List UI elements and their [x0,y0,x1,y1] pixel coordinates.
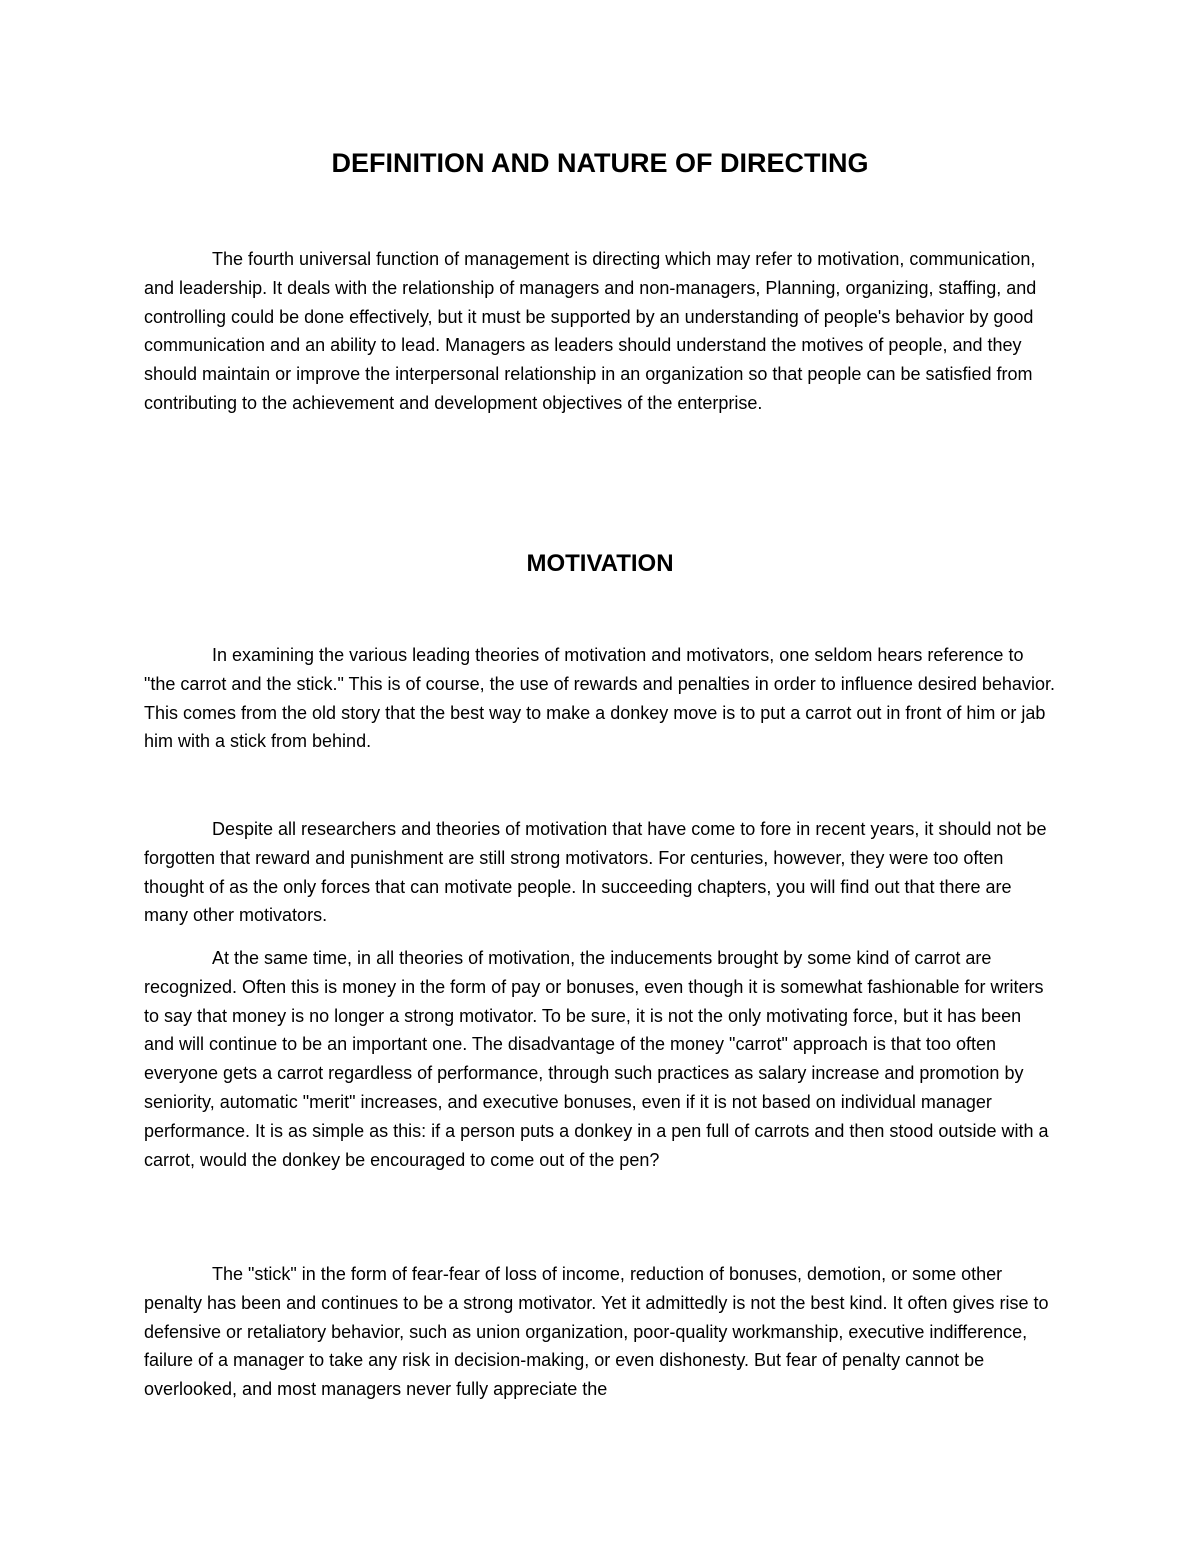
intro-paragraph: The fourth universal function of management is directing which may refer to motivation, communication, and leadership. It deals with the relationship of managers and non-managers, Planning, organizing, staffing, and controlling could be done effectively, but it must be supported by an understanding of people's behavior by good communication and an ability to lead. Managers as leaders should understand the motives of people, and they should maintain or improve the interpersonal relationship in an organization so that people can be satisfied from contributing to the achievement and development objectives of the enterprise. [144,249,1037,413]
motivation-paragraph: The "stick" in the form of fear-fear of loss of income, reduction of bonuses, demotion, or some other penalty has been and continues to be a strong motivator. Yet it admittedly is not the best kind. It often gives rise to defensive or retaliatory behavior, such as union organization, poor-quality workmanship, executive indifference, failure of a manager to take any risk in decision-making, or even dishonesty. But fear of penalty cannot be overlooked, and most managers never fully appreciate the [144,1264,1049,1400]
document-title: DEFINITION AND NATURE OF DIRECTING [331,148,869,178]
motivation-paragraph: At the same time, in all theories of motivation, the inducements brought by some kind of carrot are recognized. Often this is money in the form of pay or bonuses, even though it is somewhat fashionable for writers to say that money is no longer a strong motivator. To be sure, it is not the only motivating force, but it has been and will continue to be an important one. The disadvantage of the money "carrot" approach is that too often everyone gets a carrot regardless of performance, through such practices as salary increase and promotion by seniority, automatic "merit" increases, and executive bonuses, even if it is not based on individual manager performance. It is as simple as this: if a person puts a donkey in a pen full of carrots and then stood outside with a carrot, would the donkey be encouraged to come out of the pen? [144,948,1049,1170]
motivation-paragraph: Despite all researchers and theories of motivation that have come to fore in recent years, it should not be forgotten that reward and punishment are still strong motivators. For centuries, however, they were too often thought of as the only forces that can motivate people. In succeeding chapters, you will find out that there are many other motivators. [144,819,1047,926]
motivation-paragraph: In examining the various leading theories of motivation and motivators, one seldom hears reference to "the carrot and the stick." This is of course, the use of rewards and penalties in order to influence desired behavior. This comes from the old story that the best way to make a donkey move is to put a carrot out in front of him or jab him with a stick from behind. [144,645,1055,752]
section-heading-motivation: MOTIVATION [526,550,674,577]
